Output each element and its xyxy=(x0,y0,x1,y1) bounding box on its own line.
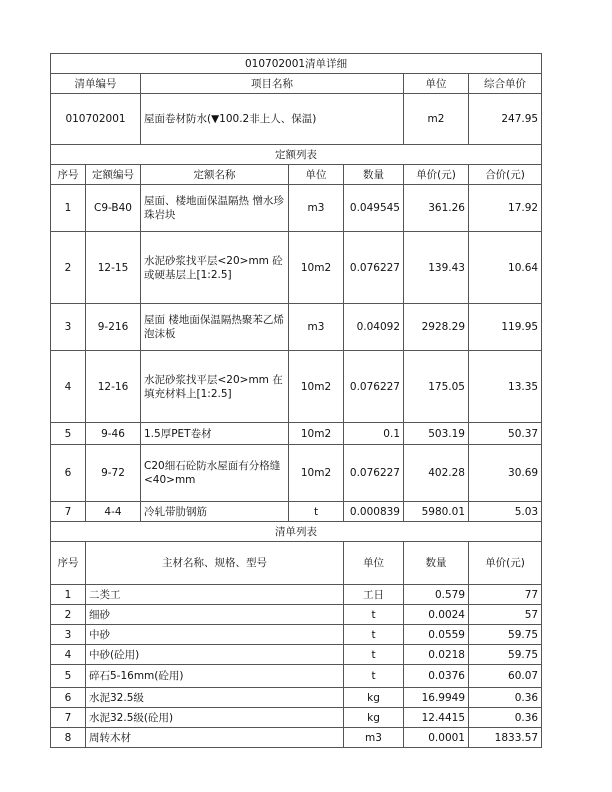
quota-no: 1 xyxy=(51,185,86,232)
material-name: 水泥32.5级(砼用) xyxy=(86,708,344,728)
material-price: 0.36 xyxy=(469,688,542,708)
material-row xyxy=(51,645,542,665)
material-unit: kg xyxy=(344,708,404,728)
material-row xyxy=(51,625,542,645)
materials-header-row xyxy=(51,542,542,585)
materials-header-qty: 数量 xyxy=(404,542,469,585)
bill-name: 屋面卷材防水(▼100.2非上人、保温) xyxy=(141,94,404,145)
materials-header-no: 序号 xyxy=(51,542,86,585)
header-composite-price: 综合单价 xyxy=(469,74,542,94)
quota-header-no: 序号 xyxy=(51,165,86,185)
quota-price: 402.28 xyxy=(404,445,469,502)
quota-qty: 0.049545 xyxy=(344,185,404,232)
quota-code: 9-216 xyxy=(86,304,141,351)
quota-total: 13.35 xyxy=(469,351,542,423)
materials-header-unit: 单位 xyxy=(344,542,404,585)
bill-unit: m2 xyxy=(404,94,469,145)
quota-price: 5980.01 xyxy=(404,502,469,522)
quota-header-total: 合价(元) xyxy=(469,165,542,185)
quota-no: 4 xyxy=(51,351,86,423)
quota-code: 12-16 xyxy=(86,351,141,423)
material-unit: kg xyxy=(344,688,404,708)
page-title: 010702001清单详细 xyxy=(51,54,542,74)
quota-name: C20细石砼防水屋面有分格缝<40>mm xyxy=(141,445,289,502)
bill-code: 010702001 xyxy=(51,94,141,145)
material-no: 6 xyxy=(51,688,86,708)
quota-qty: 0.076227 xyxy=(344,232,404,304)
material-row xyxy=(51,688,542,708)
material-row xyxy=(51,708,542,728)
quota-qty: 0.076227 xyxy=(344,445,404,502)
quota-total: 30.69 xyxy=(469,445,542,502)
quota-row xyxy=(51,423,542,445)
bill-detail-table xyxy=(50,53,542,748)
material-unit: t xyxy=(344,605,404,625)
material-no: 4 xyxy=(51,645,86,665)
quota-price: 503.19 xyxy=(404,423,469,445)
quota-no: 5 xyxy=(51,423,86,445)
material-name: 细砂 xyxy=(86,605,344,625)
material-name: 周转木材 xyxy=(86,728,344,748)
quota-price: 139.43 xyxy=(404,232,469,304)
material-row xyxy=(51,665,542,688)
quota-name: 水泥砂浆找平层<20>mm 砼或硬基层上[1:2.5] xyxy=(141,232,289,304)
quota-header-price: 单价(元) xyxy=(404,165,469,185)
quota-code: 9-72 xyxy=(86,445,141,502)
quota-code: 12-15 xyxy=(86,232,141,304)
quota-code: 4-4 xyxy=(86,502,141,522)
quota-row xyxy=(51,304,542,351)
quota-unit: m3 xyxy=(289,304,344,351)
quota-price: 175.05 xyxy=(404,351,469,423)
bill-price: 247.95 xyxy=(469,94,542,145)
material-name: 中砂 xyxy=(86,625,344,645)
quota-row xyxy=(51,232,542,304)
material-no: 5 xyxy=(51,665,86,688)
quota-header-row xyxy=(51,165,542,185)
quota-total: 119.95 xyxy=(469,304,542,351)
quota-header-name: 定额名称 xyxy=(141,165,289,185)
quota-total: 17.92 xyxy=(469,185,542,232)
quota-name: 水泥砂浆找平层<20>mm 在填充材料上[1:2.5] xyxy=(141,351,289,423)
quota-price: 2928.29 xyxy=(404,304,469,351)
material-row xyxy=(51,585,542,605)
material-name: 中砂(砼用) xyxy=(86,645,344,665)
quota-row xyxy=(51,351,542,423)
bill-row xyxy=(51,94,542,145)
quota-code: C9-B40 xyxy=(86,185,141,232)
material-row xyxy=(51,728,542,748)
quota-name: 1.5厚PET卷材 xyxy=(141,423,289,445)
header-unit: 单位 xyxy=(404,74,469,94)
quota-unit: 10m2 xyxy=(289,423,344,445)
quota-qty: 0.04092 xyxy=(344,304,404,351)
quota-row xyxy=(51,502,542,522)
material-price: 57 xyxy=(469,605,542,625)
quota-total: 50.37 xyxy=(469,423,542,445)
quota-no: 6 xyxy=(51,445,86,502)
material-unit: m3 xyxy=(344,728,404,748)
material-price: 59.75 xyxy=(469,645,542,665)
quota-row xyxy=(51,185,542,232)
material-name: 水泥32.5级 xyxy=(86,688,344,708)
quota-code: 9-46 xyxy=(86,423,141,445)
quota-no: 3 xyxy=(51,304,86,351)
quota-qty: 0.000839 xyxy=(344,502,404,522)
quota-qty: 0.1 xyxy=(344,423,404,445)
material-qty: 0.0001 xyxy=(404,728,469,748)
material-no: 7 xyxy=(51,708,86,728)
material-qty: 16.9949 xyxy=(404,688,469,708)
quota-header-unit: 单位 xyxy=(289,165,344,185)
material-qty: 0.0559 xyxy=(404,625,469,645)
header-bill-code: 清单编号 xyxy=(51,74,141,94)
material-price: 60.07 xyxy=(469,665,542,688)
material-unit: t xyxy=(344,625,404,645)
materials-header-price: 单价(元) xyxy=(469,542,542,585)
material-qty: 0.579 xyxy=(404,585,469,605)
material-no: 8 xyxy=(51,728,86,748)
material-name: 二类工 xyxy=(86,585,344,605)
quota-total: 5.03 xyxy=(469,502,542,522)
quota-section-title: 定额列表 xyxy=(51,145,542,165)
quota-header-qty: 数量 xyxy=(344,165,404,185)
material-unit: t xyxy=(344,645,404,665)
materials-header-name: 主材名称、规格、型号 xyxy=(86,542,344,585)
quota-total: 10.64 xyxy=(469,232,542,304)
quota-name: 冷轧带肋钢筋 xyxy=(141,502,289,522)
material-unit: t xyxy=(344,665,404,688)
material-no: 1 xyxy=(51,585,86,605)
bill-header-row xyxy=(51,74,542,94)
material-qty: 0.0024 xyxy=(404,605,469,625)
quota-unit: t xyxy=(289,502,344,522)
material-price: 77 xyxy=(469,585,542,605)
material-price: 59.75 xyxy=(469,625,542,645)
material-no: 3 xyxy=(51,625,86,645)
quota-qty: 0.076227 xyxy=(344,351,404,423)
quota-unit: 10m2 xyxy=(289,232,344,304)
quota-unit: m3 xyxy=(289,185,344,232)
materials-section-title: 清单列表 xyxy=(51,522,542,542)
material-price: 0.36 xyxy=(469,708,542,728)
material-no: 2 xyxy=(51,605,86,625)
material-row xyxy=(51,605,542,625)
quota-unit: 10m2 xyxy=(289,445,344,502)
material-qty: 0.0218 xyxy=(404,645,469,665)
quota-price: 361.26 xyxy=(404,185,469,232)
quota-row xyxy=(51,445,542,502)
material-name: 碎石5-16mm(砼用) xyxy=(86,665,344,688)
quota-name: 屋面、楼地面保温隔热 憎水珍珠岩块 xyxy=(141,185,289,232)
header-item-name: 项目名称 xyxy=(141,74,404,94)
quota-no: 7 xyxy=(51,502,86,522)
material-price: 1833.57 xyxy=(469,728,542,748)
material-qty: 12.4415 xyxy=(404,708,469,728)
material-qty: 0.0376 xyxy=(404,665,469,688)
quota-name: 屋面 楼地面保温隔热聚苯乙烯泡沫板 xyxy=(141,304,289,351)
quota-unit: 10m2 xyxy=(289,351,344,423)
material-unit: 工日 xyxy=(344,585,404,605)
quota-no: 2 xyxy=(51,232,86,304)
quota-header-code: 定额编号 xyxy=(86,165,141,185)
